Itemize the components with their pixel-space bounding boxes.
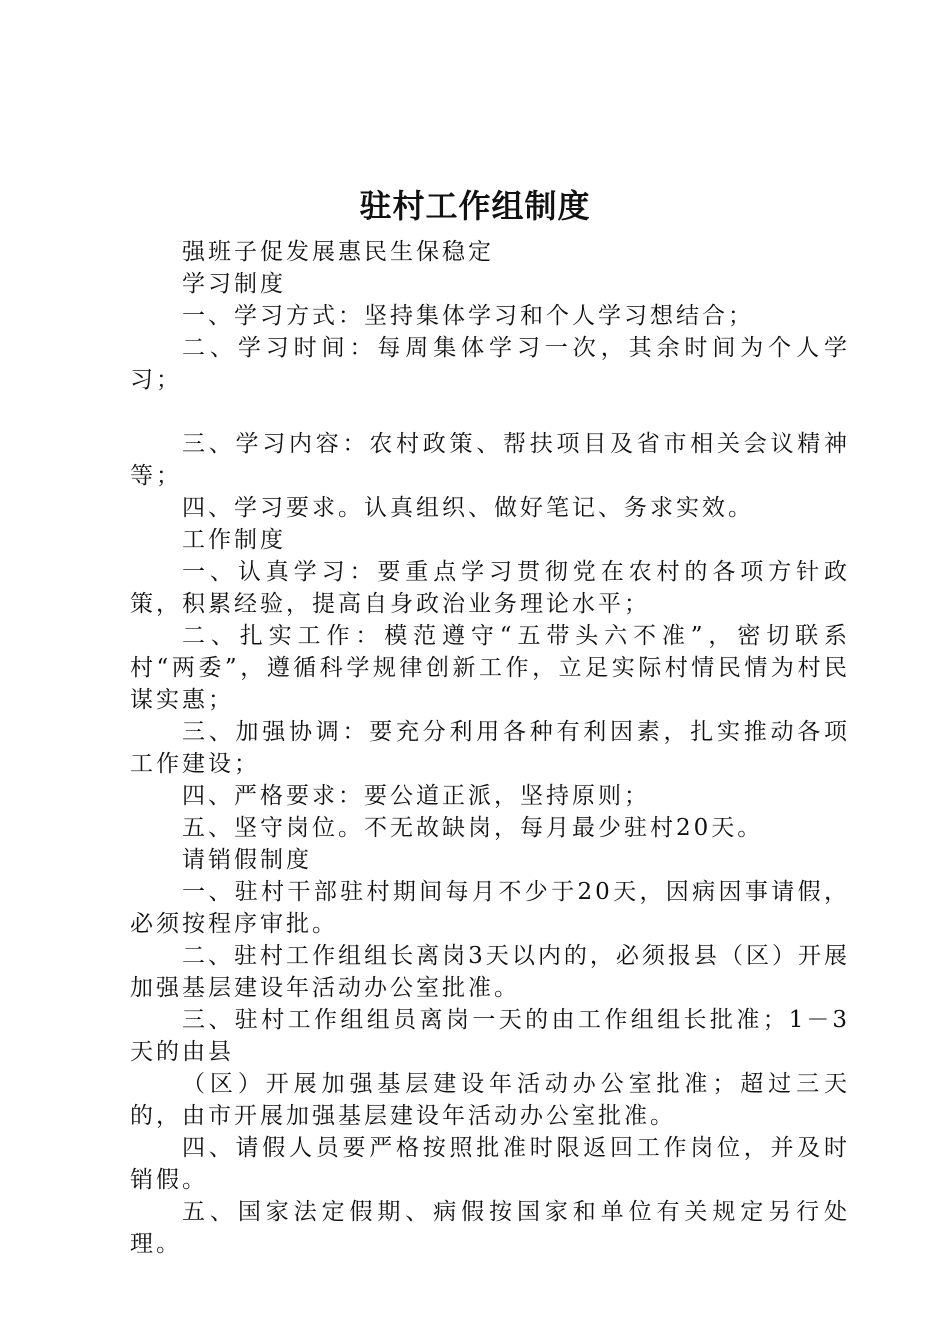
study-item-1: 一、学习方式：坚持集体学习和个人学习想结合；	[182, 303, 754, 329]
study-item-4: 四、学习要求。认真组织、做好笔记、务求实效。	[182, 495, 754, 521]
section-heading-work: 工作制度	[182, 527, 286, 553]
leave-item-2: 二、驻村工作组组长离岗3天以内的，必须报县（区）开展加强基层建设年活动办公室批准。	[130, 943, 850, 1001]
study-item-3: 三、学习内容：农村政策、帮扶项目及省市相关会议精神等；	[130, 431, 850, 489]
leave-item-3: 三、驻村工作组组员离岗一天的由工作组组长批准；1－3天的由县	[130, 1007, 850, 1065]
leave-item-4: 四、请假人员要严格按照批准时限返回工作岗位，并及时销假。	[130, 1135, 850, 1193]
subtitle-line: 强班子促发展惠民生保稳定	[182, 239, 494, 265]
section-heading-leave: 请销假制度	[182, 847, 312, 873]
document-body	[130, 236, 850, 1260]
document-title: 驻村工作组制度	[359, 187, 591, 225]
blank-line	[130, 396, 850, 428]
work-item-3: 三、加强协调：要充分利用各种有利因素，扎实推动各项工作建设；	[130, 719, 850, 777]
work-item-1: 一、认真学习：要重点学习贯彻党在农村的各项方针政策，积累经验，提高自身政治业务理论水平；	[130, 559, 850, 617]
work-item-5: 五、坚守岗位。不无故缺岗，每月最少驻村20天。	[182, 815, 764, 841]
leave-item-3-continued: （区）开展加强基层建设年活动办公室批准；超过三天的，由市开展加强基层建设年活动办公室批准。	[130, 1071, 850, 1129]
leave-item-5: 五、国家法定假期、病假按国家和单位有关规定另行处理。	[130, 1199, 850, 1257]
leave-item-1: 一、驻村干部驻村期间每月不少于20天，因病因事请假，必须按程序审批。	[130, 879, 850, 937]
study-item-2: 二、学习时间：每周集体学习一次，其余时间为个人学习；	[130, 335, 850, 393]
work-item-4: 四、严格要求：要公道正派，坚持原则；	[182, 783, 650, 809]
section-heading-study: 学习制度	[182, 271, 286, 297]
work-item-2: 二、扎实工作：模范遵守“五带头六不准”，密切联系村“两委”，遵循科学规律创新工作，立足实际村情民情为村民谋实惠；	[130, 623, 850, 713]
